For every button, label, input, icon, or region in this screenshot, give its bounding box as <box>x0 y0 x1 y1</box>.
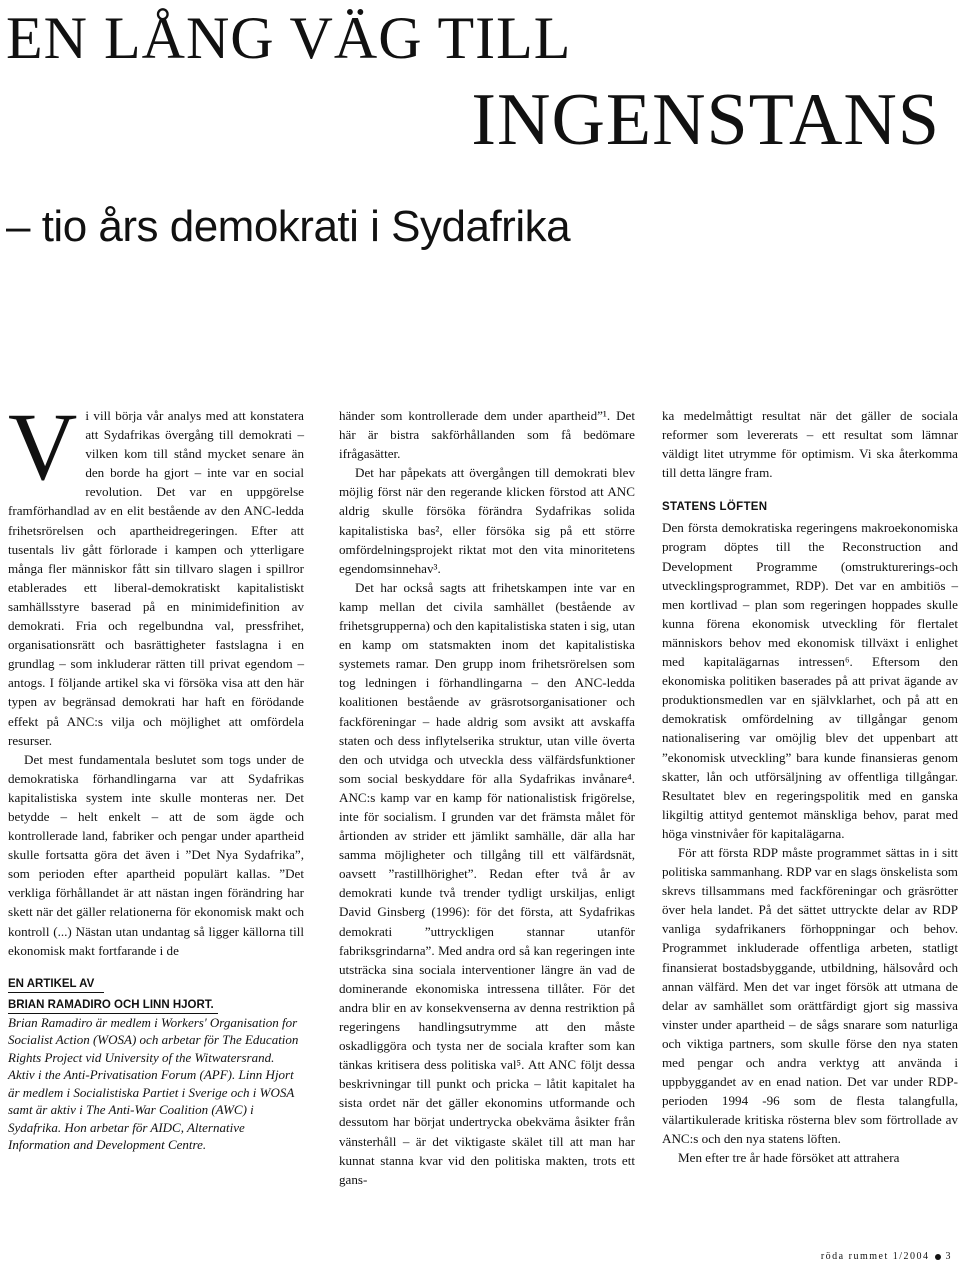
article-subtitle: – tio års demokrati i Sydafrika <box>6 202 571 251</box>
paragraph: Det har också sagts att frihetskampen inte var en kamp mellan det civila samhället (bestående av frihetsgrupperna) och den kapitalistiska staten i sig, utan en kamp om statsmakten inom det kapitalistiska systemets ramar. Den grupp inom frihetsrörelsen som tog ledningen i förhandlingarna – den ANC-ledda koalitionen bestående av gräsrotsorganisationer och fackföreningar – hade aldrig som avsikt att avskaffa staten och dess inflytelserika struktur, utan ville överta den och utvidga och utveckla dess välfärdsfunktioner som social beskyddare för alla Sydafrikas invånare⁴. ANC:s kamp var en kamp för nationalistisk frigörelse, inte för socialism. I grunden var det främsta målet för årtionden av strider ett jämlikt samhälle, där alla har samma möjligheter och tillgång till ett välfärdsnät, oavsett ”rastillhörighet”. Redan efter två år av demokrati kunde två trender tydligt urskiljas, enligt David Ginsberg (1996): för det första, att Sydafrikas demokrati ”uttryckligen stannar utanför fabriksgrindarna”. Med andra ord så kan regeringen inte utsträcka sina sociala interventioner längre än vad de dominerande ekonomiska intressena tillåter. För det andra blir en av konsekvenserna av denna restriktion på regeringens handlingsutrymme att den måste oskadliggöra och tysta ner de sociala krafter som kan tänkas kritisera dess politiska val⁵. Att ANC följt dessa beskrivningar till punkt och pricka – låtit kapitalet ha sista ordet när det gäller ekonomins utformande och dessutom har börjat undertrycka obekväma åsikter från vänsterhåll – är det viktigaste skälet till att man har kunnat stanna kvar vid den politiska makten, trots ett gans- <box>339 579 635 1187</box>
byline <box>8 976 304 1014</box>
paragraph: händer som kontrollerade dem under apartheid”¹. Det här är bistra sakförhållanden som få bedömare ifrågasätter. <box>339 408 635 462</box>
paragraph: Men efter tre år hade försöket att attrahera <box>678 1150 900 1166</box>
paragraph: Det har påpekats att övergången till demokrati blev möjlig först när den regerande klicken förstod att ANC aldrig skulle försöka förändra Sydafrikas solida kapitalistiska bas², eller försöka sig på ett större omfördelningsprojekt riktat mot den vita minoritetens egendomsinnehav³. <box>339 465 635 576</box>
journal-name: röda rummet 1/2004 <box>820 1251 930 1262</box>
bullet-icon <box>935 1254 941 1260</box>
intro-paragraph-text: i vill börja vår analys med att konstatera att Sydafrikas övergång till demokrati – vilken kom till stånd mycket senare än den borde ha gjort – inte var en social revolution. Det var en uppgörelse framförhandlad av en elit bestående av den ANC-ledda frihetsrörelsen och apartheidregeringen. Efter att tusentals liv gått förlorade i kampen och ytterligare många fler människor fått sin tillvaro slagen i spillror etablerades ett liberal-demokratiskt kapitalistiskt samhällsstyre baserad på en minimidefinition av demokrati. Fria och regelbundna val, pressfrihet, organisationsrätt och basrättigheter fastslagna i en grundlag – som inkluderar rätten till privat egendom – antogs. I följande artikel ska vi försöka visa att den här typen av begränsad demokrati har haft en förödande effekt på ANC:s vilja och möjlighet att omfördela resurser. <box>8 408 304 748</box>
section-heading: STATENS LÖFTEN <box>662 501 768 514</box>
byline-authors: BRIAN RAMADIRO OCH LINN HJORT. <box>8 997 218 1014</box>
intro-paragraph <box>8 393 304 750</box>
page-number: 3 <box>945 1251 952 1262</box>
text-column-1 <box>8 393 304 1154</box>
drop-cap: V <box>8 393 78 500</box>
text-column-3 <box>662 406 958 1168</box>
byline-label: EN ARTIKEL AV <box>8 976 104 993</box>
page-footer <box>821 1251 952 1262</box>
paragraph: ka medelmåttigt resultat när det gäller de sociala reformer som levererats – ett resultat som lämnar väldigt litet utrymme för optimism. Vi ska återkomma till detta längre fram. <box>662 408 958 481</box>
article-title-line1: EN LÅNG VÄG TILL <box>6 5 572 71</box>
paragraph: Den första demokratiska regeringens makroekonomiska program döptes till the Reconstruction and Development Programme (omstrukturerings-och utvecklingsprogrammet, RDP). Det var en ambitiös – men kortlivad – plan som regeringen hoppades skulle kunna förena ekonomisk utveckling för flertalet människors behov med ekonomisk tillväxt i enlighet med kapitalägarnas intressen⁶. Eftersom den ekonomiska politiken baserades på att privat ägande av produktionsmedlen var en självklarhet, och på att en demokratisk omfördelning av tillgångar genom nationalisering var omöjlig blev det uppenbart att ”ekonomisk utveckling” bara kunde finansieras genom skatter, lån och utförsäljning av offentliga tillgångar. Resultatet blev en regeringspolitik med en ganska likgiltig attityd gentemot mänskliga behov, parat med höga vinstnivåer för kapitalägarna. <box>662 520 958 841</box>
paragraph: Det mest fundamentala beslutet som togs under de demokratiska förhandlingarna var att Sydafrikas kapitalistiska system inte skulle monteras ner. Det betydde – helt enkelt – att de som ägde och kontrollerade land, fabriker och pengar under apartheid skulle fortsatta göra det även i ”Det Nya Sydafrika”, som perioden efter apartheid populärt kallas. ”Det verkliga förhållandet är att nästan ingen förändring har skett när det gäller relationerna för ekonomisk makt och kontroll (...) Nästan utan undantag så ligger källorna till ekonomisk makt fortfarande i de <box>8 751 304 958</box>
text-column-2 <box>339 406 635 1189</box>
paragraph: För att första RDP måste programmet sättas in i sitt politiska sammanhang. RDP var en slags önskelista som skrevs tillsammans med fackföreningar och gräsrötter över hela landet. På det sättet uttryckte delar av RDP vanliga sydafrikaners förhoppningar och behov. Programmet inkluderade offentliga arbeten, statligt finansierat bostadsbyggande, utbildning, hälsovård och annan välfärd. Men det var inget försök att utmana de delar av samhället som orättfärdigt gjort sig massiva vinster under apartheid – de sågs snarare som naturliga och viktiga partners, som skulle förse den nya staten med pengar och andra verktyg att använda i uppbyggandet av en enad nation. Det var under RDP-perioden 1994 -96 som de flesta talangfulla, välartikulerade kritiska rösterna blev som förtrollade av ANC:s och den nya statens löften. <box>662 844 958 1147</box>
author-bio: Brian Ramadiro är medlem i Workers' Organisation for Socialist Action (WOSA) och arbetar för The Education Rights Project vid University of the Witwatersrand. Aktiv i the Anti-Privatisation Forum (APF). Linn Hjort är medlem i Socialistiska Partiet i Sverige och i WOSA samt är aktiv i The Anti-War Coalition (AWC) i Sydafrika. Hon arbetar för AIDC, Alternative Information and Development Centre. <box>8 1014 299 1153</box>
article-title-line2: INGENSTANS <box>471 79 940 161</box>
